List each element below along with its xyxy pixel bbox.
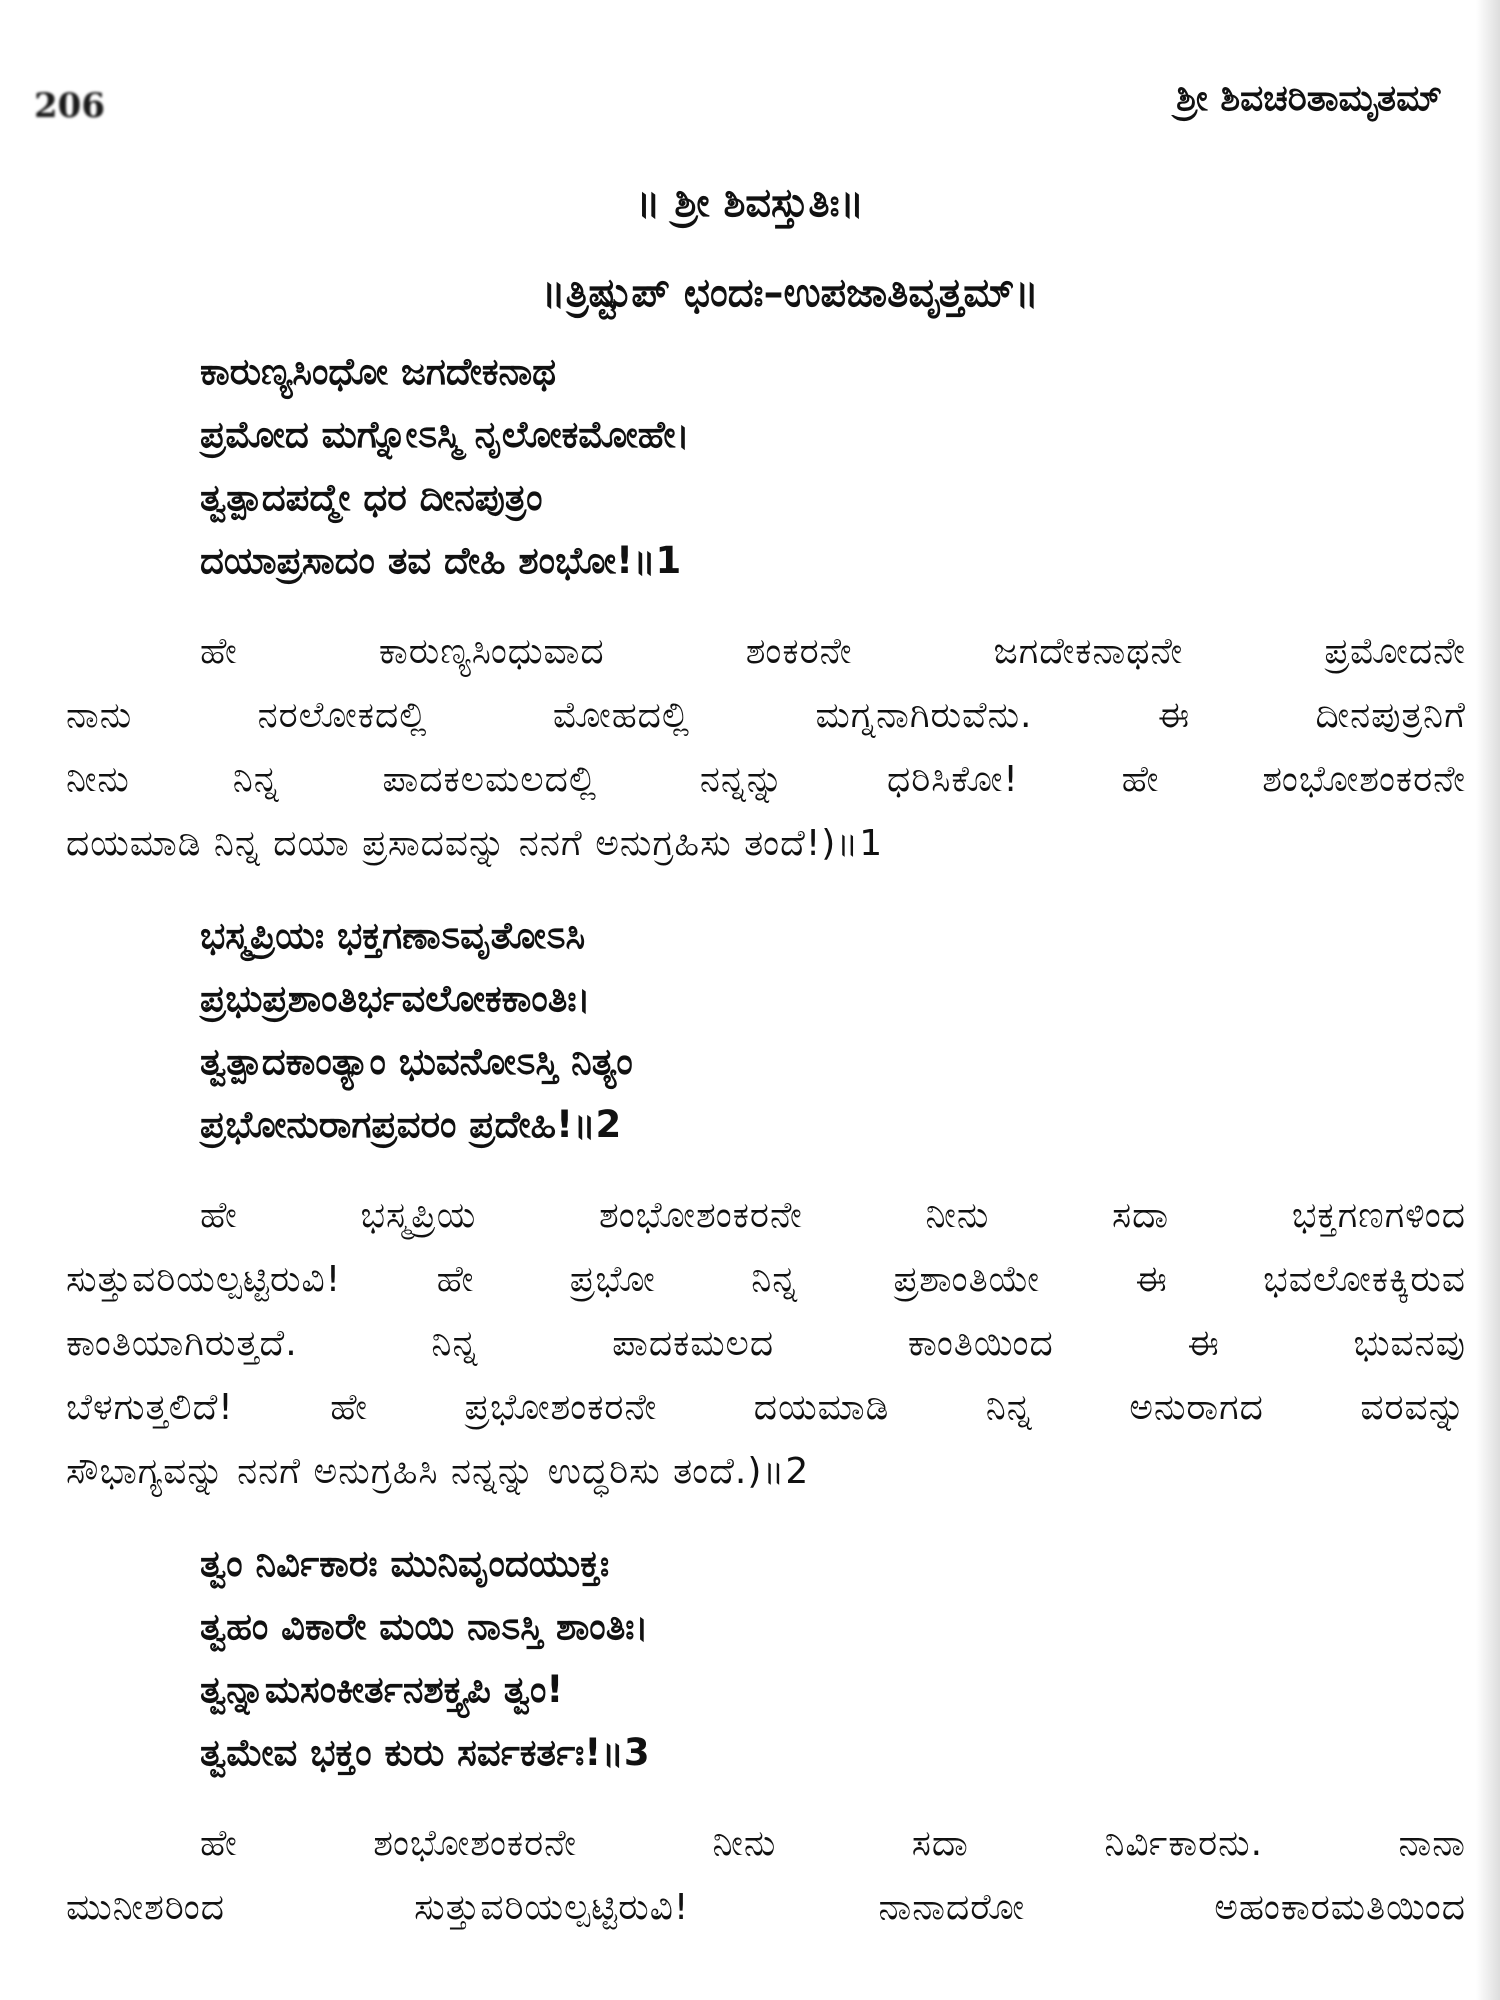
prose-line: ಬೆಳಗುತ್ತಲಿದೆ! ಹೇ ಪ್ರಭೋಶಂಕರನೇ ದಯಮಾಡಿ ನಿನ್ನ ಅನುರಾಗದ ವರವನ್ನು <box>66 1387 1466 1428</box>
translation-2 <box>66 1184 1466 1504</box>
verse-line: ಕಾರುಣ್ಯಸಿಂಧೋ ಜಗದೇಕನಾಥ <box>200 350 557 393</box>
verse-line: ಭಸ್ಮಪ್ರಿಯಃ ಭಕ್ತಗಣಾಽವೃತೋಽಸಿ <box>200 914 586 957</box>
verse-3 <box>200 1532 650 1784</box>
verse-line: ತ್ವತ್ಪಾದಪದ್ಮೇ ಧರ ದೀನಪುತ್ರಂ <box>200 476 543 519</box>
verse-line: ತ್ವಹಂ ವಿಕಾರೇ ಮಯಿ ನಾಽಸ್ತಿ ಶಾಂತಿಃ। <box>200 1605 649 1648</box>
verse-line: ದಯಾಪ್ರಸಾದಂ ತವ ದೇಹಿ ಶಂಭೋ!॥1 <box>200 539 682 582</box>
verse-2 <box>200 904 633 1156</box>
verse-line: ತ್ವಮೇವ ಭಕ್ತಂ ಕುರು ಸರ್ವಕರ್ತಃ!॥3 <box>200 1731 650 1774</box>
prose-line: ಸುತ್ತುವರಿಯಲ್ಪಟ್ಟಿರುವಿ! ಹೇ ಪ್ರಭೋ ನಿನ್ನ ಪ್ರಶಾಂತಿಯೇ ಈ ಭವಲೋಕಕ್ಕಿರುವ <box>66 1259 1466 1300</box>
verse-line: ಪ್ರಭುಪ್ರಶಾಂತಿರ್ಭವಲೋಕಕಾಂತಿಃ। <box>200 977 591 1020</box>
prose-line: ನಾನು ನರಲೋಕದಲ್ಲಿ ಮೋಹದಲ್ಲಿ ಮಗ್ನನಾಗಿರುವೆನು. ಈ ದೀನಪುತ್ರನಿಗೆ <box>66 695 1466 736</box>
translation-3 <box>66 1812 1466 1940</box>
prose-line: ಹೇ ಕಾರುಣ್ಯಸಿಂಧುವಾದ ಶಂಕರನೇ ಜಗದೇಕನಾಥನೇ ಪ್ರಮೋದನೇ <box>200 631 1466 672</box>
translation-1 <box>66 620 1466 876</box>
verse-line: ಪ್ರಮೋದ ಮಗ್ನೋಽಸ್ಮಿ ನೃಲೋಕಮೋಹೇ। <box>200 413 690 456</box>
prose-line: ನೀನು ನಿನ್ನ ಪಾದಕಲಮಲದಲ್ಲಿ ನನ್ನನ್ನು ಧರಿಸಿಕೋ! ಹೇ ಶಂಭೋಶಂಕರನೇ <box>66 759 1466 800</box>
prose-line: ಹೇ ಭಸ್ಮಪ್ರಿಯ ಶಂಭೋಶಂಕರನೇ ನೀನು ಸದಾ ಭಕ್ತಗಣಗಳಿಂದ <box>200 1195 1466 1236</box>
stotra-title: ॥ ಶ್ರೀ ಶಿವಸ್ತುತಿಃ॥ <box>636 180 864 226</box>
running-head: ಶ್ರೀ ಶಿವಚರಿತಾಮೃತಮ್ <box>1176 78 1442 119</box>
verse-line: ತ್ವಂ ನಿರ್ವಿಕಾರಃ ಮುನಿವೃಂದಯುಕ್ತಃ <box>200 1542 610 1585</box>
verse-line: ತ್ವತ್ಪಾದಕಾಂತ್ಯಾಂ ಭುವನೋಽಸ್ತಿ ನಿತ್ಯಂ <box>200 1040 633 1083</box>
verse-1 <box>200 340 690 592</box>
prose-line: ಸೌಭಾಗ್ಯವನ್ನು ನನಗೆ ಅನುಗ್ರಹಿಸಿ ನನ್ನನ್ನು ಉದ್ಧರಿಸು ತಂದೆ.)॥2 <box>66 1451 810 1492</box>
prose-line: ಕಾಂತಿಯಾಗಿರುತ್ತದೆ. ನಿನ್ನ ಪಾದಕಮಲದ ಕಾಂತಿಯಿಂದ ಈ ಭುವನವು <box>66 1323 1466 1364</box>
prose-line: ದಯಮಾಡಿ ನಿನ್ನ ದಯಾ ಪ್ರಸಾದವನ್ನು ನನಗೆ ಅನುಗ್ರಹಿಸು ತಂದೆ!)॥1 <box>66 823 884 864</box>
page-number: 206 <box>34 86 105 126</box>
meter-title: ॥ತ್ರಿಷ್ಟುಪ್ ಛಂದಃ–ಉಪಜಾತಿವೃತ್ತಮ್॥ <box>541 270 1039 316</box>
prose-line: ಹೇ ಶಂಭೋಶಂಕರನೇ ನೀನು ಸದಾ ನಿರ್ವಿಕಾರನು. ನಾನಾ <box>200 1823 1466 1864</box>
verse-line: ತ್ವನ್ನಾಮಸಂಕೀರ್ತನಶಕ್ತ್ಯಪಿ ತ್ವಂ! <box>200 1668 564 1711</box>
verse-line: ಪ್ರಭೋನುರಾಗಪ್ರವರಂ ಪ್ರದೇಹಿ!॥2 <box>200 1103 622 1146</box>
prose-line: ಮುನೀಶರಿಂದ ಸುತ್ತುವರಿಯಲ್ಪಟ್ಟಿರುವಿ! ನಾನಾದರೋ ಅಹಂಕಾರಮತಿಯಿಂದ <box>66 1887 1466 1928</box>
